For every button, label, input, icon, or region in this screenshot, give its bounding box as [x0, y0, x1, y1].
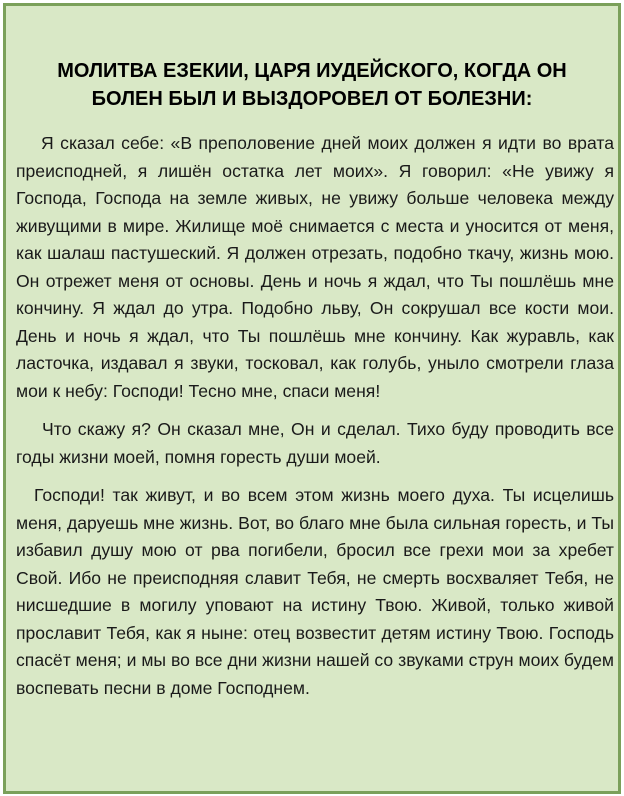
title-line-2: БОЛЕН БЫЛ И ВЫЗДОРОВЕЛ ОТ БОЛЕЗНИ:	[91, 88, 533, 110]
title-line-1: МОЛИТВА ЕЗЕКИИ, ЦАРЯ ИУДЕЙСКОГО, КОГДА ОН	[57, 60, 567, 82]
paragraph-2: Что скажу я? Он сказал мне, Он и сделал. Тихо буду проводить все годы жизни моей, помня горесть души моей.	[16, 419, 614, 467]
document-title	[24, 57, 600, 113]
paragraph-1: Я сказал себе: «В преполовение дней моих должен я идти во врата преисподней, я лишён остатка лет моих». Я говорил: «Не увижу я Господа, Господа на земле живых, не увижу больше человека между живущими в мире. Жилище моё снимается с места и уносится от меня, как шалаш пастушеский. Я должен отрезать, подобно ткачу, жизнь мою. Он отрежет меня от основы. День и ночь я ждал, что Ты пошлёшь мне кончину. Я ждал до утра. Подобно льву, Он сокрушал все кости мои. День и ночь я ждал, что Ты пошлёшь мне кончину. Как журавль, как ласточка, издавал я звуки, тосковал, как голубь, уныло смотрели глаза мои к небу: Господи! Тесно мне, спаси меня!	[16, 133, 614, 401]
document-body	[16, 130, 614, 702]
document-frame	[3, 3, 621, 794]
paragraph-3: Господи! так живут, и во всем этом жизнь моего духа. Ты исцелишь меня, даруешь мне жизнь. Вот, во благо мне была сильная горесть, и Ты избавил душу мою от рва погибели, бросил все грехи мои за хребет Свой. Ибо не преисподняя славит Тебя, не смерть восхваляет Тебя, не нисшедшие в могилу уповают на истину Твою. Живой, только живой прославит Тебя, как я ныне: отец возвестит детям истину Твою. Господь спасёт меня; и мы во все дни жизни нашей со звуками струн моих будем воспевать песни в доме Господнем.	[16, 485, 614, 698]
